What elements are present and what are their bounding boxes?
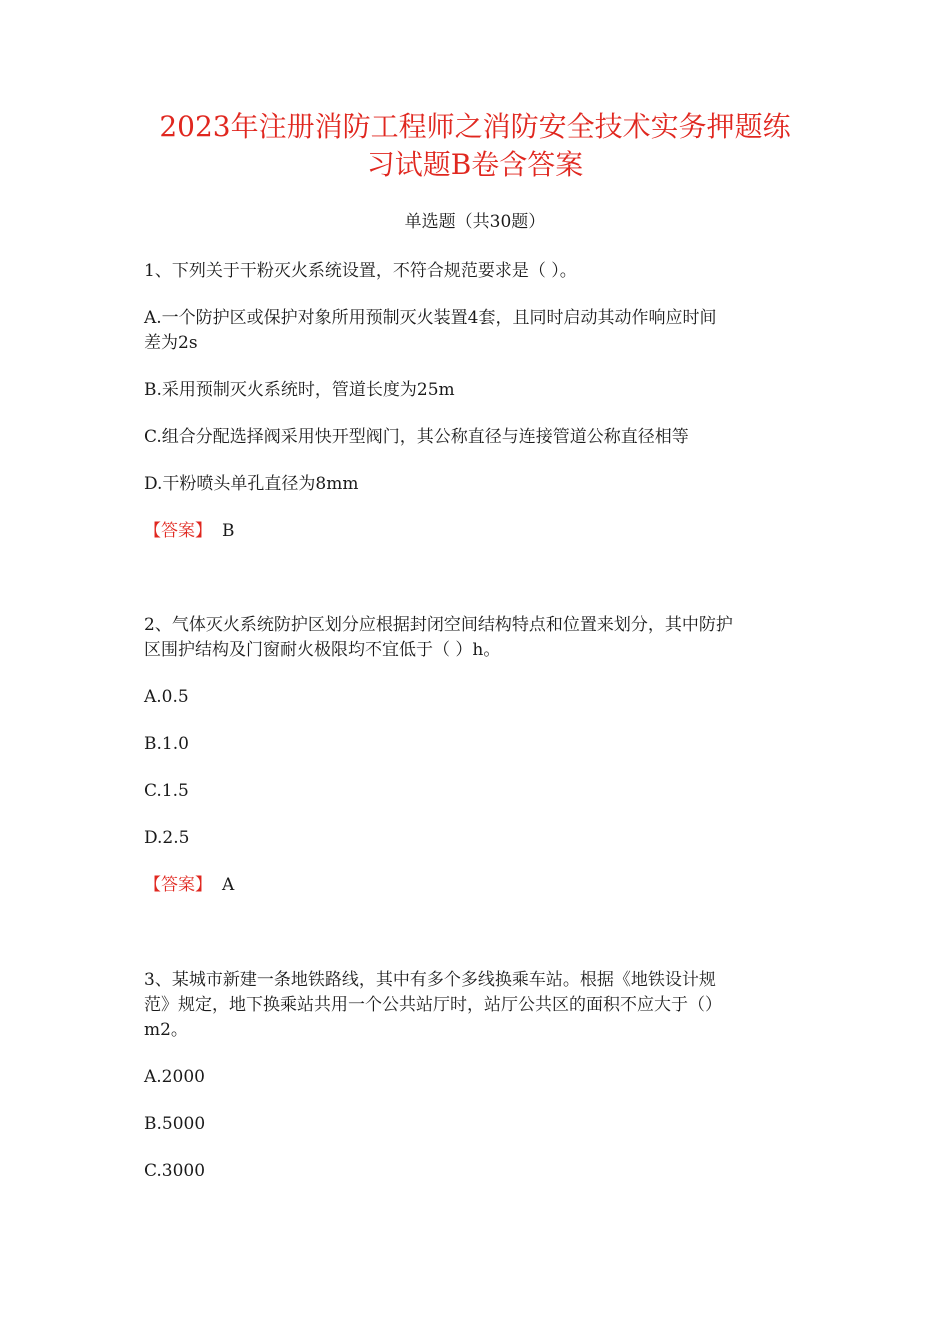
question-3-stem-line-3: m2。 [144,1020,188,1040]
section-heading: 单选题（共30题） [404,212,546,232]
title-line-1: 2023年注册消防工程师之消防安全技术实务押题练 [159,110,791,143]
question-2-stem-line-1: 2、气体灭火系统防护区划分应根据封闭空间结构特点和位置来划分，其中防护 [144,615,733,635]
answer-value: B [222,521,235,541]
question-3-option-c: C.3000 [144,1161,206,1181]
question-2-stem-line-2: 区围护结构及门窗耐火极限均不宜低于（ ）h。 [144,640,501,660]
question-1-option-d: D.干粉喷头单孔直径为8mm [144,474,359,494]
question-2-option-c: C.1.5 [144,781,189,801]
answer-value: A [222,875,235,895]
question-1-option-a-line-2: 差为2s [144,333,198,353]
question-1-option-c: C.组合分配选择阀采用快开型阀门，其公称直径与连接管道公称直径相等 [144,427,689,447]
question-1-option-b: B.采用预制灭火系统时，管道长度为25m [144,380,455,400]
question-2-option-b: B.1.0 [144,734,189,754]
question-1-option-a-line-1: A.一个防护区或保护对象所用预制灭火装置4套，且同时启动其动作响应时间 [144,308,717,328]
question-3-stem-line-2: 范》规定，地下换乘站共用一个公共站厅时，站厅公共区的面积不应大于（） [144,995,722,1015]
question-3-option-a: A.2000 [144,1067,205,1087]
document-title [120,108,830,184]
question-2-answer [144,871,814,899]
answer-label: 【答案】 [144,521,212,541]
question-3-stem-line-1: 3、某城市新建一条地铁路线，其中有多个多线换乘车站。根据《地铁设计规 [144,970,716,990]
answer-label: 【答案】 [144,875,212,895]
question-1-answer [144,517,814,545]
question-2-option-a: A.0.5 [144,687,189,707]
title-line-2: 习试题B卷含答案 [366,148,584,181]
question-3-option-b: B.5000 [144,1114,206,1134]
question-2-option-d: D.2.5 [144,828,190,848]
question-1-stem: 1、下列关于干粉灭火系统设置，不符合规范要求是（ ）。 [144,261,577,281]
